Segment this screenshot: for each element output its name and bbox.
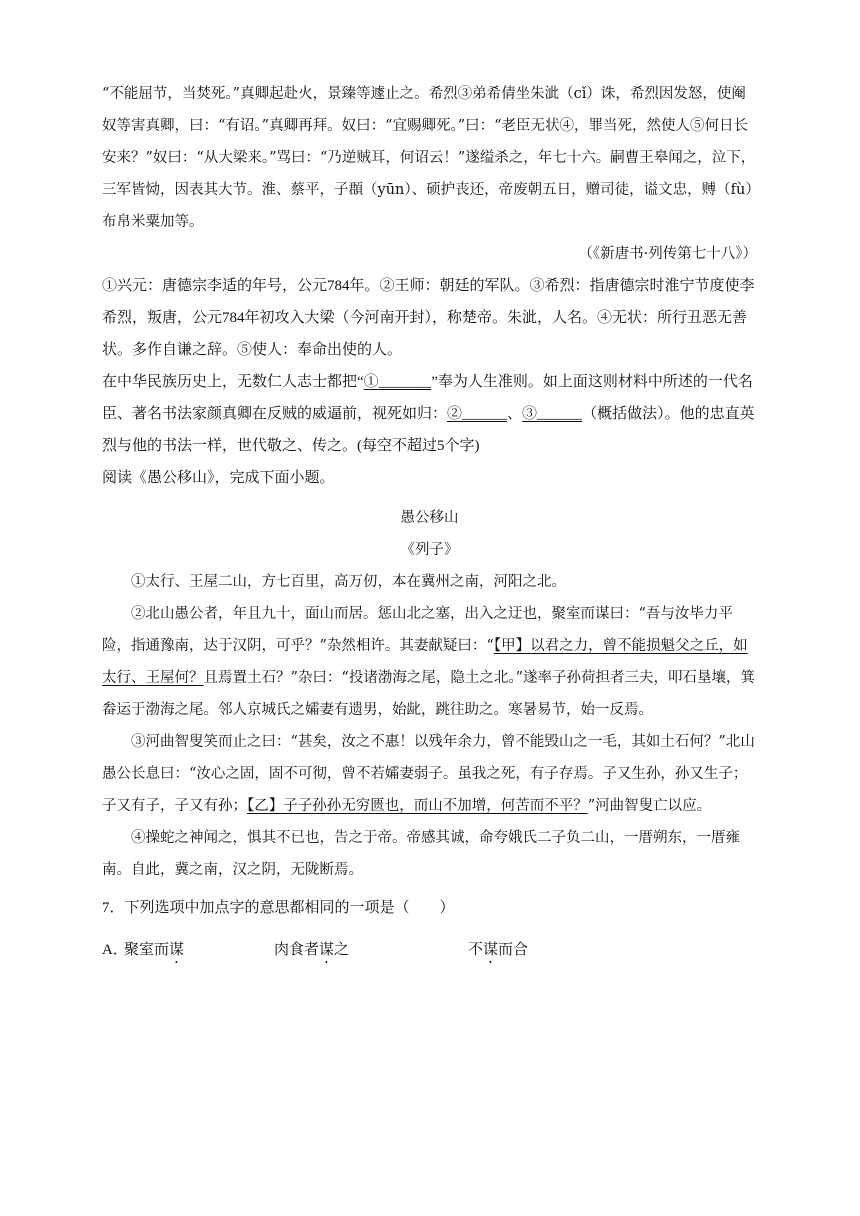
passage2-paragraph-3	[102, 726, 757, 822]
passage2-title: 愚公移山	[400, 510, 459, 526]
passage2-paragraph-4: ④操蛇之神闻之，惧其不已也，告之于帝。帝感其诚，命夸娥氏二子负二山，一厝朔东，一厝雍南。自此，冀之南，汉之阴，无陇断焉。	[102, 830, 740, 878]
question-text-1: 在中华民族历史上，无数仁人志士都把“	[102, 374, 364, 390]
document-page	[102, 78, 757, 967]
passage2-paragraph-1: ①太行、王屋二山，方七百里，高万仞，本在冀州之南，河阳之北。	[131, 574, 566, 590]
dotted-char-3: 谋	[483, 942, 499, 958]
question-separator: 、	[507, 406, 523, 422]
option-a-phrase-2	[274, 934, 468, 967]
blank-3: ③______	[522, 406, 583, 422]
phrase-2-text-a: 肉食者	[274, 942, 320, 958]
question-text-2: ”奉为人生准则。如上面这则材料中所述的一代名臣、著名书法家颜真卿在反贼的威逼前，视死如归：	[102, 374, 753, 422]
phrase-3-text-a: 不	[468, 942, 484, 958]
passage2-paragraph-2	[102, 598, 757, 726]
passage1-paragraph: “不能屈节，当焚死。”真卿起赴火，景臻等遽止之。希烈③弟希倩坐朱泚（cǐ）诛，希烈因发怒，使阉奴等害真卿，曰：“有诏。”真卿再拜。奴曰：“宜赐卿死。”曰：“老臣无状④，罪当死，然使人⑤何日长安来？”奴曰：“从大梁来。”骂曰：“乃逆贼耳，何诏云！”遂缢杀之，年七十六。嗣曹王皋闻之，泣下，三军皆恸，因表其大节。淮、蔡平，子頵（yūn）、硕护丧还，帝废朝五日，赠司徒，谥文忠，赙（fù）布帛米粟加等。	[102, 86, 756, 230]
p2-text-a: ②北山愚公者，年且九十，面山而居。惩山北之塞，出入之迂也，聚室而谋曰：“吾与汝毕力平险，指通豫南，达于汉阴，可乎？”杂然相许。其妻献疑曰：“	[102, 606, 733, 654]
question-7-option-a	[102, 934, 757, 967]
p2-text-b: 且焉置土石？”杂曰：“投诸渤海之尾，隐土之北。”遂率子孙荷担者三夫，叩石垦壤，箕畚运于渤海之尾。邻人京城氏之孀妻有遗男，始龀，跳往助之。寒暑易节，始一反焉。	[102, 670, 755, 718]
dotted-char-2: 谋	[319, 942, 335, 958]
blank-1: ①_______	[363, 374, 432, 390]
option-a-phrase-1	[124, 934, 274, 967]
blank-2: ②______	[447, 406, 508, 422]
fill-in-question	[102, 366, 757, 462]
dotted-char-1: 谋	[169, 942, 185, 958]
option-a-phrase-3	[468, 934, 528, 967]
passage1-notes: ①兴元：唐德宗李适的年号，公元784年。②王师：朝廷的军队。③希烈：指唐德宗时淮宁节度使李希烈，叛唐，公元784年初攻入大梁（今河南开封），称楚帝。朱泚，人名。④无状：所行丑恶无善状。多作自谦之辞。⑤使人：奉命出使的人。	[102, 278, 755, 358]
phrase-1-text: 聚室而	[124, 942, 170, 958]
p3-text-a: ③河曲智叟笑而止之曰：“甚矣，汝之不惠！以残年余力，曾不能毁山之一毛，其如土石何？”北山愚公长息曰：“汝心之固，固不可彻，曾不若孀妻弱子。虽我之死，有子存焉。子又生孙，孙又生子；子又有子，子又有孙；	[102, 734, 755, 814]
underlined-sentence-jia: 【甲】以君之力，曾不能损魁父之丘，如太行、王屋何？	[102, 638, 748, 686]
phrase-3-text-b: 而合	[498, 942, 529, 958]
option-a-label: A．	[102, 942, 128, 958]
underlined-sentence-yi: 【乙】子子孙孙无穷匮也，而山不加增，何苦而不平？	[247, 798, 588, 814]
reading-intro: 阅读《愚公移山》，完成下面小题。	[102, 470, 335, 486]
passage1-source: （《新唐书·列传第七十八》）	[578, 246, 757, 262]
passage2-author: 《列子》	[400, 542, 459, 558]
question-text-3: （概括做法）。他的忠直英烈与他的书法一样，世代敬之、传之。(每空不超过5个字)	[102, 406, 755, 454]
p3-text-b: ”河曲智叟亡以应。	[587, 798, 712, 814]
phrase-2-text-b: 之	[334, 942, 350, 958]
question-7-stem: 7．下列选项中加点字的意思都相同的一项是（ ）	[102, 900, 455, 916]
